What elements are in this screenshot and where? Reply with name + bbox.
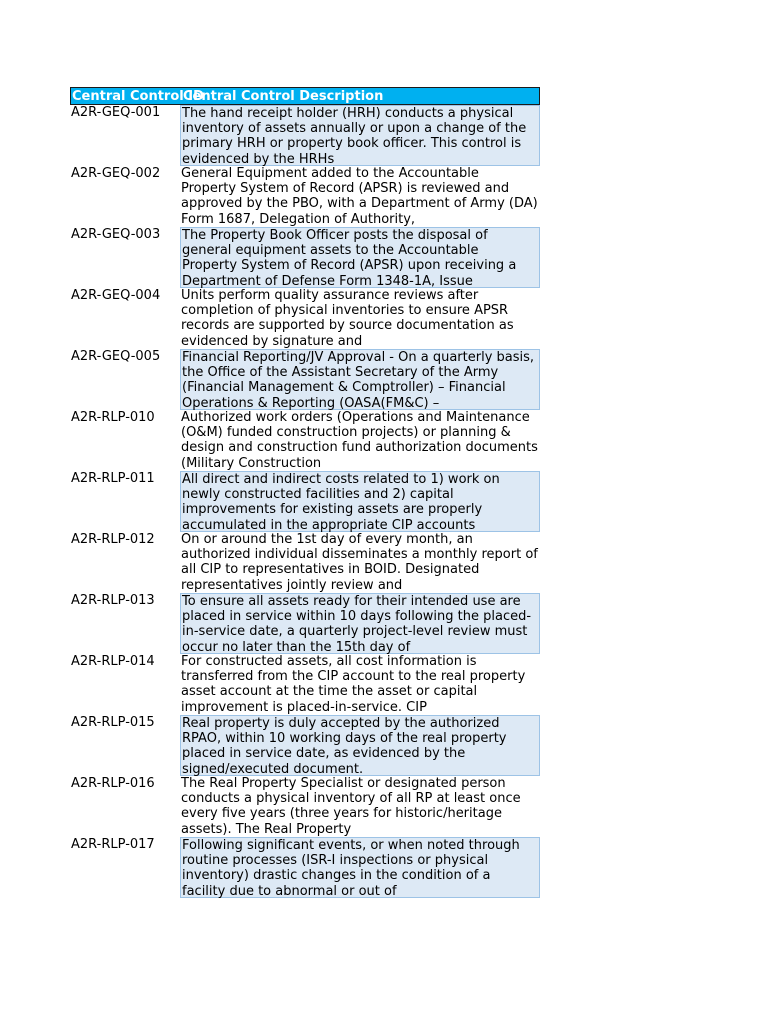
control-id-cell: A2R-GEQ-005 — [71, 349, 161, 364]
table-row — [70, 593, 540, 654]
table-row — [70, 654, 540, 715]
table-row — [70, 288, 540, 349]
control-id-cell: A2R-GEQ-004 — [71, 288, 161, 303]
control-description-cell: For constructed assets, all cost information is transferred from the CIP account to the real property asset account at the time the asset or capital improvement is placed-in-service. CIP — [181, 654, 526, 715]
control-id-cell: A2R-GEQ-002 — [71, 166, 161, 181]
table-row — [70, 715, 540, 776]
control-id-cell: A2R-RLP-013 — [71, 593, 155, 608]
table-row — [70, 532, 540, 593]
table-body — [70, 105, 540, 898]
control-id-cell: A2R-RLP-011 — [71, 471, 155, 486]
table-header-row — [70, 87, 540, 105]
control-id-cell: A2R-RLP-012 — [71, 532, 155, 547]
control-id-cell: A2R-RLP-017 — [71, 837, 155, 852]
control-description-cell: General Equipment added to the Accountable Property System of Record (APSR) is reviewed and approved by the PBO, with a Department of Army (DA) Form 1687, Delegation of Authority, — [181, 166, 538, 227]
control-description-cell: The Property Book Officer posts the disposal of general equipment assets to the Accountable Property System of Record (APSR) upon receiving a Department of Defense Form 1348-1A, Issue — [180, 227, 540, 288]
table-row — [70, 227, 540, 288]
table-row — [70, 349, 540, 410]
table-row — [70, 471, 540, 532]
table-row — [70, 410, 540, 471]
table-row — [70, 166, 540, 227]
table-row — [70, 105, 540, 166]
control-description-cell: Following significant events, or when noted through routine processes (ISR-I inspections or physical inventory) drastic changes in the condition of a facility due to abnormal or out of — [180, 837, 540, 898]
control-id-cell: A2R-GEQ-001 — [71, 105, 161, 120]
control-table — [70, 87, 540, 898]
header-central-control-description: Central Control Description — [183, 89, 384, 104]
control-id-cell: A2R-RLP-016 — [71, 776, 155, 791]
control-description-cell: On or around the 1st day of every month, an authorized individual disseminates a monthly report of all CIP to representatives in BOID. Designated representatives jointly review and — [181, 532, 538, 593]
control-description-cell: Real property is duly accepted by the authorized RPAO, within 10 working days of the real property placed in service date, as evidenced by the signed/executed document. — [180, 715, 540, 776]
control-description-cell: Financial Reporting/JV Approval - On a quarterly basis, the Office of the Assistant Secretary of the Army (Financial Management & Comptroller) – Financial Operations & Reporting (OASA(FM&C) – — [180, 349, 540, 410]
control-id-cell: A2R-RLP-010 — [71, 410, 155, 425]
control-description-cell: The hand receipt holder (HRH) conducts a physical inventory of assets annually or upon a change of the primary HRH or property book officer. This control is evidenced by the HRHs — [180, 105, 540, 166]
table-row — [70, 837, 540, 898]
control-id-cell: A2R-RLP-015 — [71, 715, 155, 730]
control-description-cell: To ensure all assets ready for their intended use are placed in service within 10 days following the placed-in-service date, a quarterly project-level review must occur no later than the 15th day of — [180, 593, 540, 654]
control-description-cell: Authorized work orders (Operations and Maintenance (O&M) funded construction projects) or planning & design and construction fund authorization documents (Military Construction — [181, 410, 538, 471]
table-row — [70, 776, 540, 837]
control-description-cell: The Real Property Specialist or designated person conducts a physical inventory of all RP at least once every five years (three years for historic/heritage assets). The Real Property — [181, 776, 521, 837]
header-central-control-id: Central Control ID — [72, 89, 204, 104]
control-id-cell: A2R-GEQ-003 — [71, 227, 161, 242]
control-description-cell: All direct and indirect costs related to 1) work on newly constructed facilities and 2) capital improvements for existing assets are properly accumulated in the appropriate CIP accounts — [180, 471, 540, 532]
control-id-cell: A2R-RLP-014 — [71, 654, 155, 669]
control-description-cell: Units perform quality assurance reviews after completion of physical inventories to ensure APSR records are supported by source documentation as evidenced by signature and — [181, 288, 514, 349]
